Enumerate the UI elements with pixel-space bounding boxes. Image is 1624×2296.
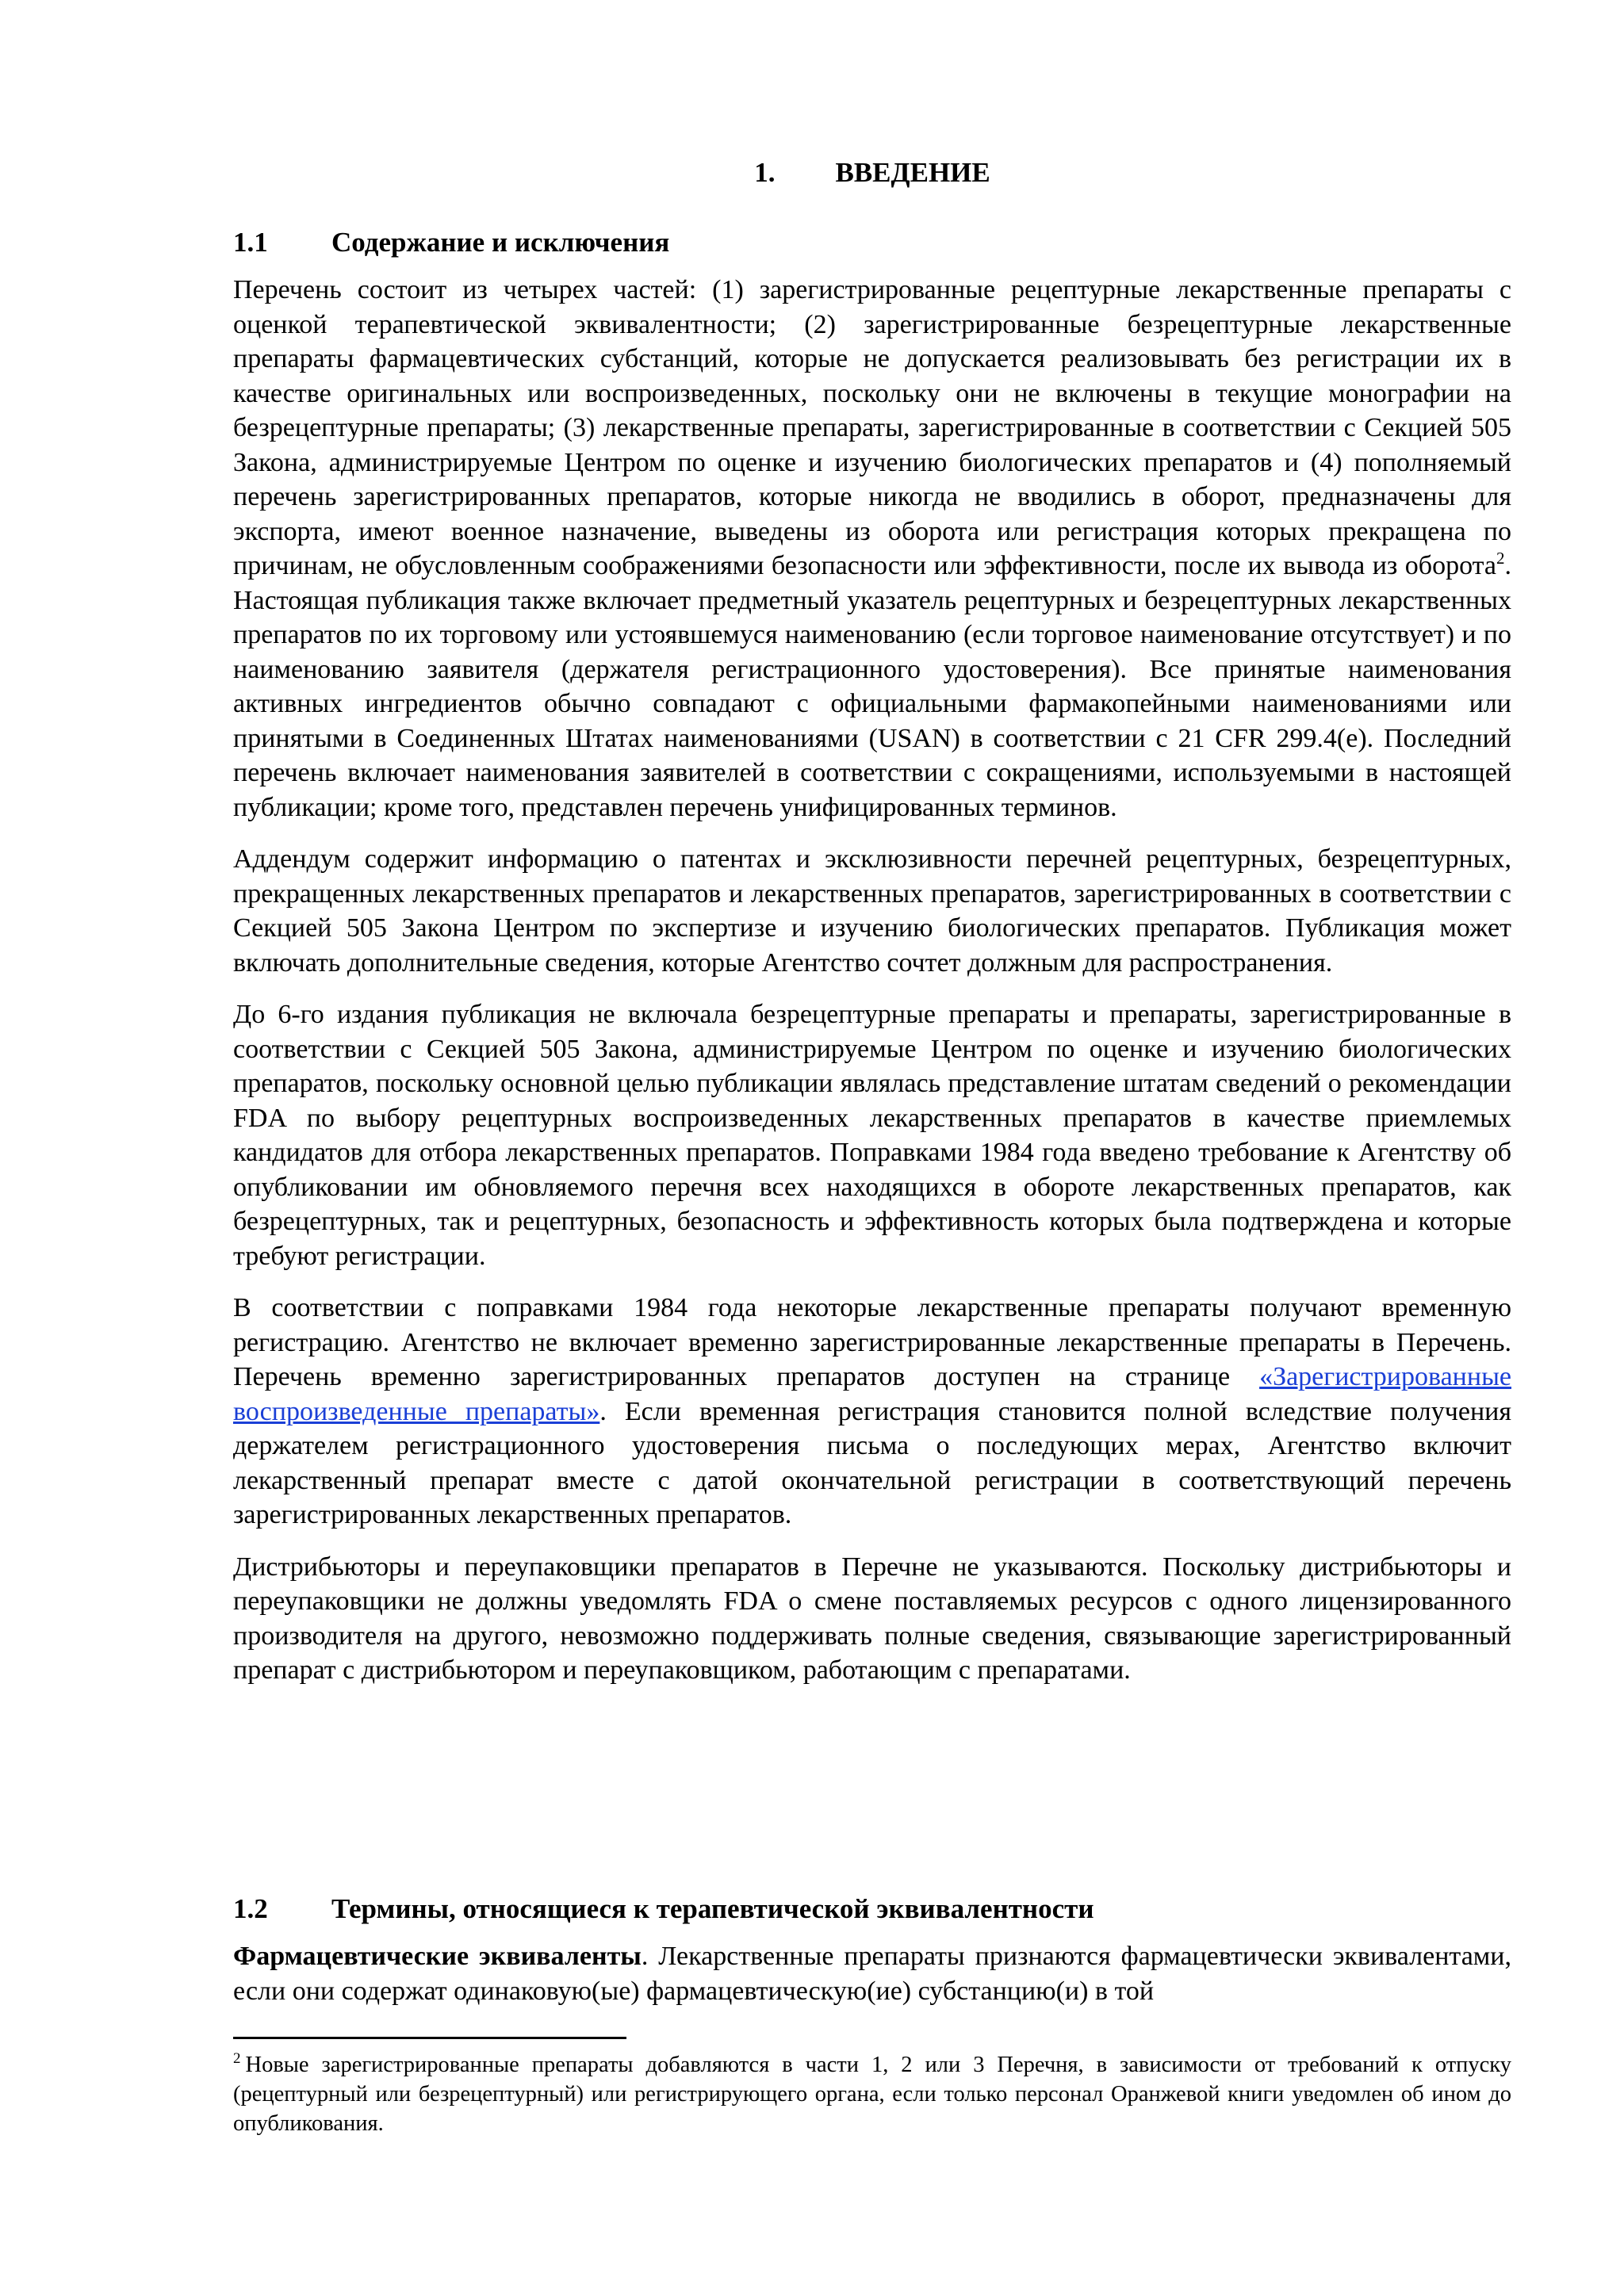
chapter-heading <box>233 155 1511 190</box>
paragraph-text: . Если временная регистрация становится полной вследствие получения держателем регистрационного удостоверения письма о последующих мерах, Агентство включит лекарственный препарат вместе с датой окончательной регистрации в соответствующий перечень зарегистрированных лекарственных препаратов. <box>233 1396 1511 1529</box>
term-heading: Фармацевтические эквиваленты <box>233 1942 642 1971</box>
paragraph <box>233 1291 1511 1533</box>
footnote-reference[interactable]: 2 <box>1496 549 1505 568</box>
section-number: 1.1 <box>233 227 268 258</box>
chapter-number: 1. <box>754 157 776 188</box>
section-heading-1-2 <box>233 1892 1511 1927</box>
chapter-title: ВВЕДЕНИЕ <box>835 157 990 188</box>
section-title: Термины, относящиеся к терапевтической эквивалентности <box>331 1893 1094 1924</box>
paragraph: Аддендум содержит информацию о патентах и эксклюзивности перечней рецептурных, безрецептурных, прекращенных лекарственных препаратов и лекарственных препаратов, зарегистрированных в соответствии с Секцией 505 Закона Центром по экспертизе и изучению биологических препаратов. Публикация может включать дополнительные сведения, которые Агентство сочтет должным для распространения. <box>233 844 1511 978</box>
registered-generics-link[interactable]: «Зарегистрированные воспроизведенные препараты» <box>233 1362 1511 1426</box>
section-body-1-1 <box>233 273 1511 1688</box>
footnote-divider <box>233 2037 626 2039</box>
paragraph-text: В соответствии с поправками 1984 года некоторые лекарственные препараты получают временную регистрацию. Агентство не включает временно зарегистрированные лекарственные препараты в Перечень. Перечень временно зарегистрированных препаратов доступен на странице <box>233 1293 1511 1391</box>
section-title: Содержание и исключения <box>331 227 670 258</box>
paragraph: До 6-го издания публикация не включала безрецептурные препараты и препараты, зарегистрированные в соответствии с Секцией 505 Закона, администрируемые Центром по оценке и изучению биологических препаратов, поскольку основной целью публикации являлась представление штатам сведений о рекомендации FDA по выбору рецептурных воспроизведенных лекарственных препаратов в качестве приемлемых кандидатов для отбора лекарственных препаратов. Поправками 1984 года введено требование к Агентству об опубликовании им обновляемого перечня всех находящихся в обороте лекарственных препаратов, как безрецептурных, так и рецептурных, безопасность и эффективность которых была подтверждена и которые требуют регистрации. <box>233 1000 1511 1271</box>
paragraph-text: Перечень состоит из четырех частей: (1) зарегистрированные рецептурные лекарственные препараты с оценкой терапевтической эквивалентности; (2) зарегистрированные безрецептурные лекарственные препараты фармацевтических субстанций, которые не допускается реализовывать без регистрации их в качестве оригинальных или воспроизведенных, поскольку они не включены в текущие монографии на безрецептурные препараты; (3) лекарственные препараты, зарегистрированные в соответствии с Секцией 505 Закона, администрируемые Центром по оценке и изучению биологических препаратов и (4) пополняемый перечень зарегистрированных препаратов, которые никогда не вводились в оборот, предназначены для экспорта, имеют военное назначение, выведены из оборота или регистрация которых прекращена по причинам, не обусловленным соображениями безопасности или эффективности, после их вывода из оборота <box>233 275 1511 580</box>
footnote-marker: 2 <box>233 2050 241 2067</box>
paragraph <box>233 273 1511 825</box>
section-body-1-2 <box>233 1939 1511 2008</box>
section-number: 1.2 <box>233 1893 268 1924</box>
footnote <box>233 2050 1511 2138</box>
paragraph-text: . Лекарственные препараты признаются фармацевтически эквивалентами, если они содержат одинаковую(ые) фармацевтическую(ие) субстанцию(и) в той <box>233 1942 1511 2006</box>
paragraph <box>233 1939 1511 2008</box>
footnote-text: Новые зарегистрированные препараты добавляются в части 1, 2 или 3 Перечня, в зависимости от требований к отпуску (рецептурный или безрецептурный) или регистрирующего органа, если только персонал Оранжевой книги уведомлен об ином до опубликования. <box>233 2053 1511 2136</box>
section-heading-1-1 <box>233 225 1511 260</box>
paragraph-text: . Настоящая публикация также включает предметный указатель рецептурных и безрецептурных лекарственных препаратов по их торговому или устоявшемуся наименованию (если торговое наименование отсутствует) и по наименованию заявителя (держателя регистрационного удостоверения). Все принятые наименования активных ингредиентов обычно совпадают с официальными фармакопейными наименованиями или принятыми в Соединенных Штатах наименованиями (USAN) в соответствии с 21 CFR 299.4(e). Последний перечень включает наименования заявителей в соответствии с сокращениями, используемыми в настоящей публикации; кроме того, представлен перечень унифицированных терминов. <box>233 551 1511 822</box>
paragraph: Дистрибьюторы и переупаковщики препаратов в Перечне не указываются. Поскольку дистрибьюторы и переупаковщики не должны уведомлять FDA о смене поставляемых ресурсов с одного лицензированного производителя на другого, невозможно поддерживать полные сведения, связывающие зарегистрированный препарат с дистрибьютором и переупаковщиком, работающим с препаратами. <box>233 1552 1511 1685</box>
